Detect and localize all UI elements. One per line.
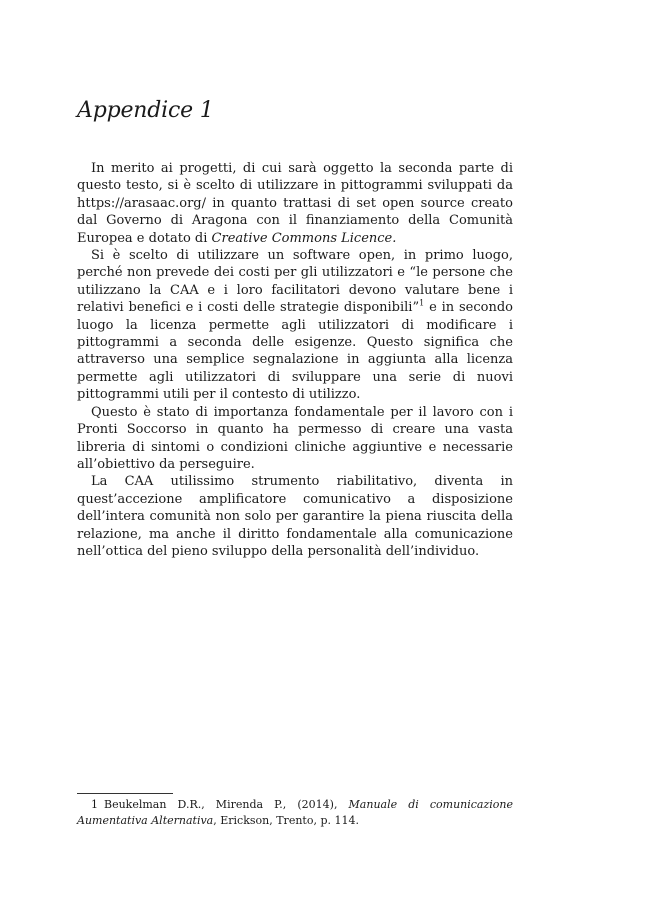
paragraph-3: Questo è stato di importanza fondamentale per il lavoro con i Pronti Soccorso in quanto ha permesso di creare una vasta libreria di sintomi o condizioni cliniche aggiuntive e necessarie all’obiettivo da perseguire.: [77, 404, 513, 472]
paragraph-4: La CAA utilissimo strumento riabilitativo, diventa in quest’accezione amplificatore comunicativo a disposizione dell’intera comunità non solo per garantire la piena riuscita della relazione, ma anche il diritto fondamentale alla comunicazione nell’ottica del pieno sviluppo della personalità dell’individuo.: [77, 474, 513, 559]
paragraph-2-text-a: Si è scelto di utilizzare un software open, in primo luogo, perché non prevede dei costi per gli utilizzatori e “le persone che utilizzano la CAA e i loro facilitatori devono valutare bene i relativi benefici e i costi delle strategie disponibili”: [77, 248, 513, 316]
paragraph-2-text-b: e in secondo luogo la licenza permette agli utilizzatori di modificare i pittogrammi a seconda delle esigenze. Questo significa che attraverso una semplice segnalazione in aggiunta alla licenza permette agli utilizzatori di sviluppare una serie di nuovi pittogrammi utili per il contesto di utilizzo.: [77, 300, 513, 403]
paragraph-1-text: In merito ai progetti, di cui sarà oggetto la seconda parte di questo testo, si è scelto di utilizzare in pittogrammi sviluppati da https://arasaac.org/ in quanto trattasi di set open source creato dal Governo di Aragona con il finanziamento della Comunità Europea e dotato di: [77, 161, 513, 246]
footnote-publisher: , Erickson, Trento, p. 114.: [213, 813, 359, 827]
footnote-separator: [77, 793, 173, 794]
body-text: [77, 160, 513, 560]
chapter-title: Appendice 1: [77, 98, 214, 123]
footnote-book-title: Manuale di comunicazione Aumentativa Alternativa: [77, 798, 513, 827]
footnote-reference[interactable]: 1: [419, 298, 425, 308]
paragraph-1: [77, 160, 513, 247]
paragraph-2: [77, 247, 513, 404]
footnote-authors: Beukelman D.R., Mirenda P., (2014),: [104, 798, 349, 811]
paragraph-1-italic: Creative Commons Licence.: [211, 230, 397, 246]
footnote-number: 1: [91, 798, 98, 811]
footnote: [77, 797, 513, 828]
